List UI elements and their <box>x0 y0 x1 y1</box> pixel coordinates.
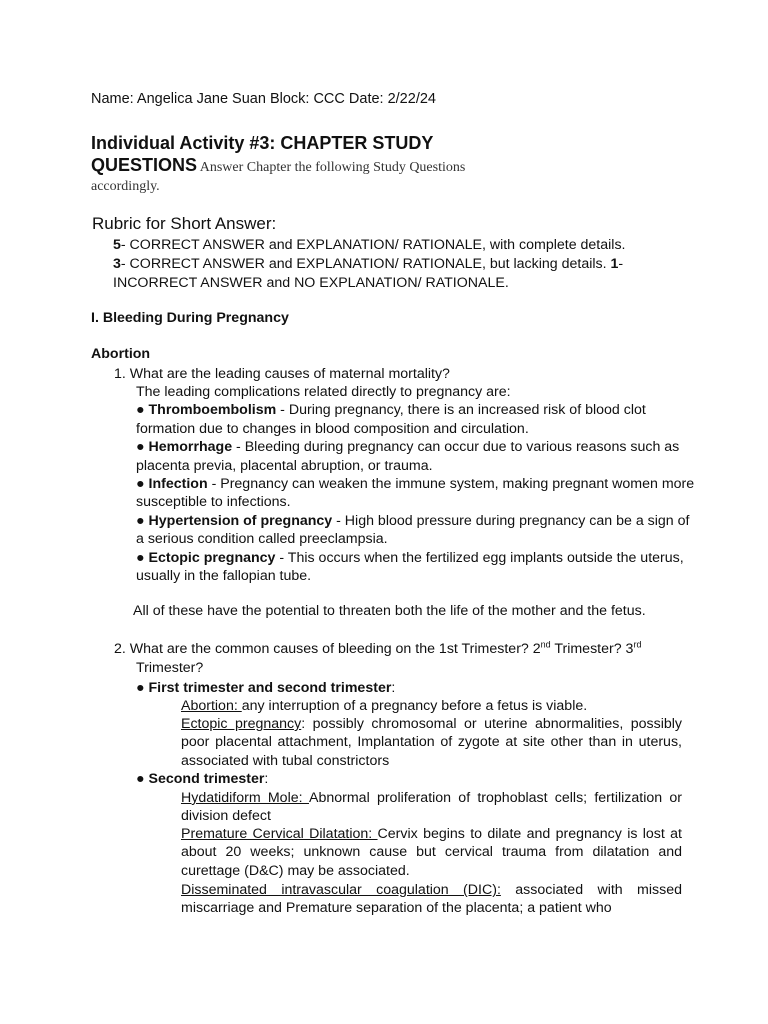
instruction-text-cont: accordingly. <box>91 179 160 194</box>
cause-term: Ectopic pregnancy <box>181 716 302 732</box>
rubric-score-1: 1 <box>610 256 619 272</box>
list-item-term: ● Ectopic pregnancy <box>136 549 276 566</box>
list-item <box>136 401 696 438</box>
rubric-text-1-dash: - <box>618 256 624 272</box>
trimester-heading-first <box>136 679 395 697</box>
trimester-heading-first-label: ● First trimester and second trimester <box>136 680 392 696</box>
rubric-score-5: 5 <box>113 237 121 253</box>
rubric-text-5: - CORRECT ANSWER and EXPLANATION/ RATIONALE, with complete details. <box>120 237 626 253</box>
rubric-heading: Rubric for Short Answer: <box>92 214 277 233</box>
list-item-desc: - This occurs when the fertilized egg implants outside the uterus, usually in the fallopian tube. <box>136 549 684 585</box>
rubric-score-3: 3 <box>113 256 121 272</box>
cause-entry <box>181 715 682 770</box>
cause-term: Hydatidiform Mole: <box>181 790 309 806</box>
cause-term: Disseminated intravascular coagulation (DIC): <box>181 882 501 898</box>
rubric-list <box>113 236 673 293</box>
list-item-desc: - High blood pressure during pregnancy can be a sign of a serious condition called preeclampsia. <box>136 512 690 548</box>
cause-term: Abortion: <box>181 698 242 714</box>
cause-desc: any interruption of a pregnancy before a fetus is viable. <box>241 698 588 714</box>
cause-entry <box>181 825 682 880</box>
rubric-item-1 <box>113 274 673 293</box>
cause-term: Premature Cervical Dilatation: <box>181 826 378 842</box>
superscript-nd: nd <box>540 639 551 650</box>
question-2-text-b: Trimester? 3 <box>550 641 634 657</box>
subsection-heading: Abortion <box>91 346 151 362</box>
instruction-text: Answer Chapter the following Study Questions <box>197 160 466 175</box>
cause-desc: : possibly chromosomal or uterine abnormalities, possibly poor placental attachment, Implantation of zygote at site other than in uterus, associated with tubal constrictors <box>181 716 682 769</box>
list-item <box>136 438 696 475</box>
cause-entry <box>181 789 682 826</box>
answer-1-summary: All of these have the potential to threaten both the life of the mother and the fetus. <box>133 603 646 619</box>
cause-entry <box>181 697 682 715</box>
answer-1-intro: The leading complications related directly to pregnancy are: <box>136 384 511 400</box>
trimester-heading-second <box>136 770 268 788</box>
cause-desc: Abnormal proliferation of trophoblast cells; fertilization or division defect <box>181 790 682 825</box>
superscript-rd: rd <box>633 639 642 650</box>
title-questions: QUESTIONS <box>91 155 198 175</box>
list-item-term: ● Hypertension of pregnancy <box>136 512 333 529</box>
list-item-desc: - Pregnancy can weaken the immune system, making pregnant women more susceptible to infections. <box>136 476 695 511</box>
section-heading: I. Bleeding During Pregnancy <box>91 310 289 326</box>
list-item <box>136 549 696 586</box>
list-item-desc: - Bleeding during pregnancy can occur due to various reasons such as placenta previa, placental abruption, or trauma. <box>136 439 680 474</box>
colon: : <box>264 771 269 787</box>
question-2-text-a: 2. What are the common causes of bleeding on the 1st Trimester? 2 <box>114 641 541 657</box>
list-item-term: ● Thromboembolism <box>136 402 277 419</box>
list-item-desc: - During pregnancy, there is an increased risk of blood clot formation due to changes in blood composition and circulation. <box>136 402 646 437</box>
question-1: 1. What are the leading causes of maternal mortality? <box>114 366 450 382</box>
rubric-item-3 <box>113 255 673 274</box>
cause-desc: Cervix begins to dilate and pregnancy is lost at about 20 weeks; unknown cause but cervical trauma from dilatation and curettage (D&C) may be associated. <box>181 826 682 879</box>
cause-desc: associated with missed miscarriage and Premature separation of the placenta; a patient who <box>181 882 682 917</box>
rubric-item-5 <box>113 236 673 255</box>
question-2 <box>114 640 694 677</box>
cause-entry <box>181 881 682 918</box>
trimester-heading-second-label: ● Second trimester <box>136 771 265 787</box>
list-item-term: ● Infection <box>136 476 208 493</box>
activity-title-line2 <box>91 155 465 176</box>
list-item <box>136 512 696 549</box>
rubric-text-1: INCORRECT ANSWER and NO EXPLANATION/ RATIONALE. <box>113 275 509 291</box>
list-item-term: ● Hemorrhage <box>136 439 233 456</box>
activity-title: Individual Activity #3: CHAPTER STUDY <box>91 133 434 153</box>
rubric-text-3: - CORRECT ANSWER and EXPLANATION/ RATIONALE, but lacking details. <box>120 256 611 272</box>
question-2-text-c: Trimester? <box>136 659 204 676</box>
name-line: Name: Angelica Jane Suan Block: CCC Date: 2/22/24 <box>91 91 436 107</box>
list-item <box>136 475 696 512</box>
colon: : <box>391 680 396 696</box>
answer-1 <box>136 383 696 585</box>
